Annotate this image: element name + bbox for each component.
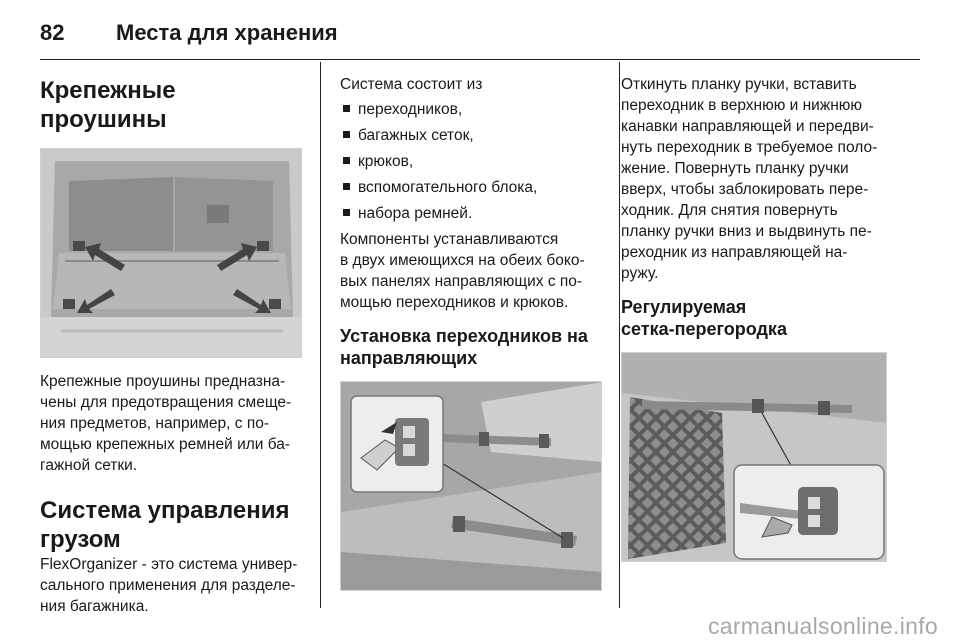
- paragraph-components: [340, 229, 602, 313]
- adapter-installation-illustration: [340, 381, 602, 591]
- subheading-line: сетка-перегородка: [621, 319, 787, 339]
- subheading-line: направляющих: [340, 348, 478, 368]
- text-line: мощью крепежных ремней или ба-: [40, 436, 291, 453]
- trunk-tie-down-eyes-illustration: [40, 148, 302, 358]
- column-divider-2: [619, 62, 620, 608]
- partition-net-illustration: [621, 352, 887, 562]
- heading-tie-down-eyes: Крепежные проушины: [40, 77, 176, 133]
- column-divider-1: [320, 62, 321, 608]
- text-line: нуть переходник в требуемое поло-: [621, 139, 878, 156]
- text-line: жение. Повернуть планку ручки: [621, 160, 849, 177]
- text-line: в двух имеющихся на обеих боко-: [340, 252, 585, 269]
- list-item: вспомогательного блока,: [340, 177, 602, 198]
- text-line: планку ручки вниз и выдвинуть пе-: [621, 223, 872, 240]
- list-item: крюков,: [340, 151, 602, 172]
- page-number: 82: [40, 20, 65, 45]
- subheading-adapter-install: [340, 325, 602, 369]
- text-line: канавки направляющей и передви-: [621, 118, 874, 135]
- text-line: гажной сетки.: [40, 457, 138, 474]
- section-title: Места для хранения: [116, 20, 338, 45]
- text-line: ния предметов, например, с по-: [40, 415, 270, 432]
- paragraph-tie-down-eyes: [40, 371, 304, 476]
- column-1: [40, 62, 304, 617]
- text-line: вых панелях направляющих с по-: [340, 273, 583, 290]
- column-2: [340, 74, 602, 591]
- text-line: Откинуть планку ручки, вставить: [621, 76, 857, 93]
- heading-line: Система управления: [40, 497, 290, 524]
- text-line: вверх, чтобы заблокировать пере-: [621, 181, 869, 198]
- text-line: ходник. Для снятия повернуть: [621, 202, 838, 219]
- text-line: чены для предотвращения смеще-: [40, 394, 292, 411]
- page-header: [40, 18, 920, 58]
- paragraph-flexorganizer: [40, 554, 304, 617]
- text-line: переходник в верхнюю и нижнюю: [621, 97, 863, 114]
- text-line: мощью переходников и крюков.: [340, 294, 569, 311]
- list-item: набора ремней.: [340, 203, 602, 224]
- paragraph-adapter-steps: [621, 74, 905, 284]
- list-item: переходников,: [340, 99, 602, 120]
- system-intro: Система состоит из: [340, 76, 483, 93]
- list-item: багажных сеток,: [340, 125, 602, 146]
- heading-line: грузом: [40, 526, 121, 553]
- text-line: ружу.: [621, 265, 659, 282]
- heading-cargo-management: [40, 496, 304, 554]
- text-line: FlexOrganizer - это система универ-: [40, 556, 298, 573]
- subheading-partition-net: [621, 296, 905, 340]
- subheading-line: Установка переходников на: [340, 326, 588, 346]
- text-line: Крепежные проушины предназна-: [40, 373, 286, 390]
- text-line: Компоненты устанавливаются: [340, 231, 559, 248]
- column-3: [621, 74, 905, 562]
- text-line: ния багажника.: [40, 598, 149, 615]
- watermark: carmanualsonline.info: [707, 613, 938, 639]
- text-line: реходник из направляющей на-: [621, 244, 848, 261]
- header-divider: [40, 59, 920, 60]
- component-list: [340, 99, 602, 224]
- text-line: сального применения для разделе-: [40, 577, 296, 594]
- subheading-line: Регулируемая: [621, 297, 747, 317]
